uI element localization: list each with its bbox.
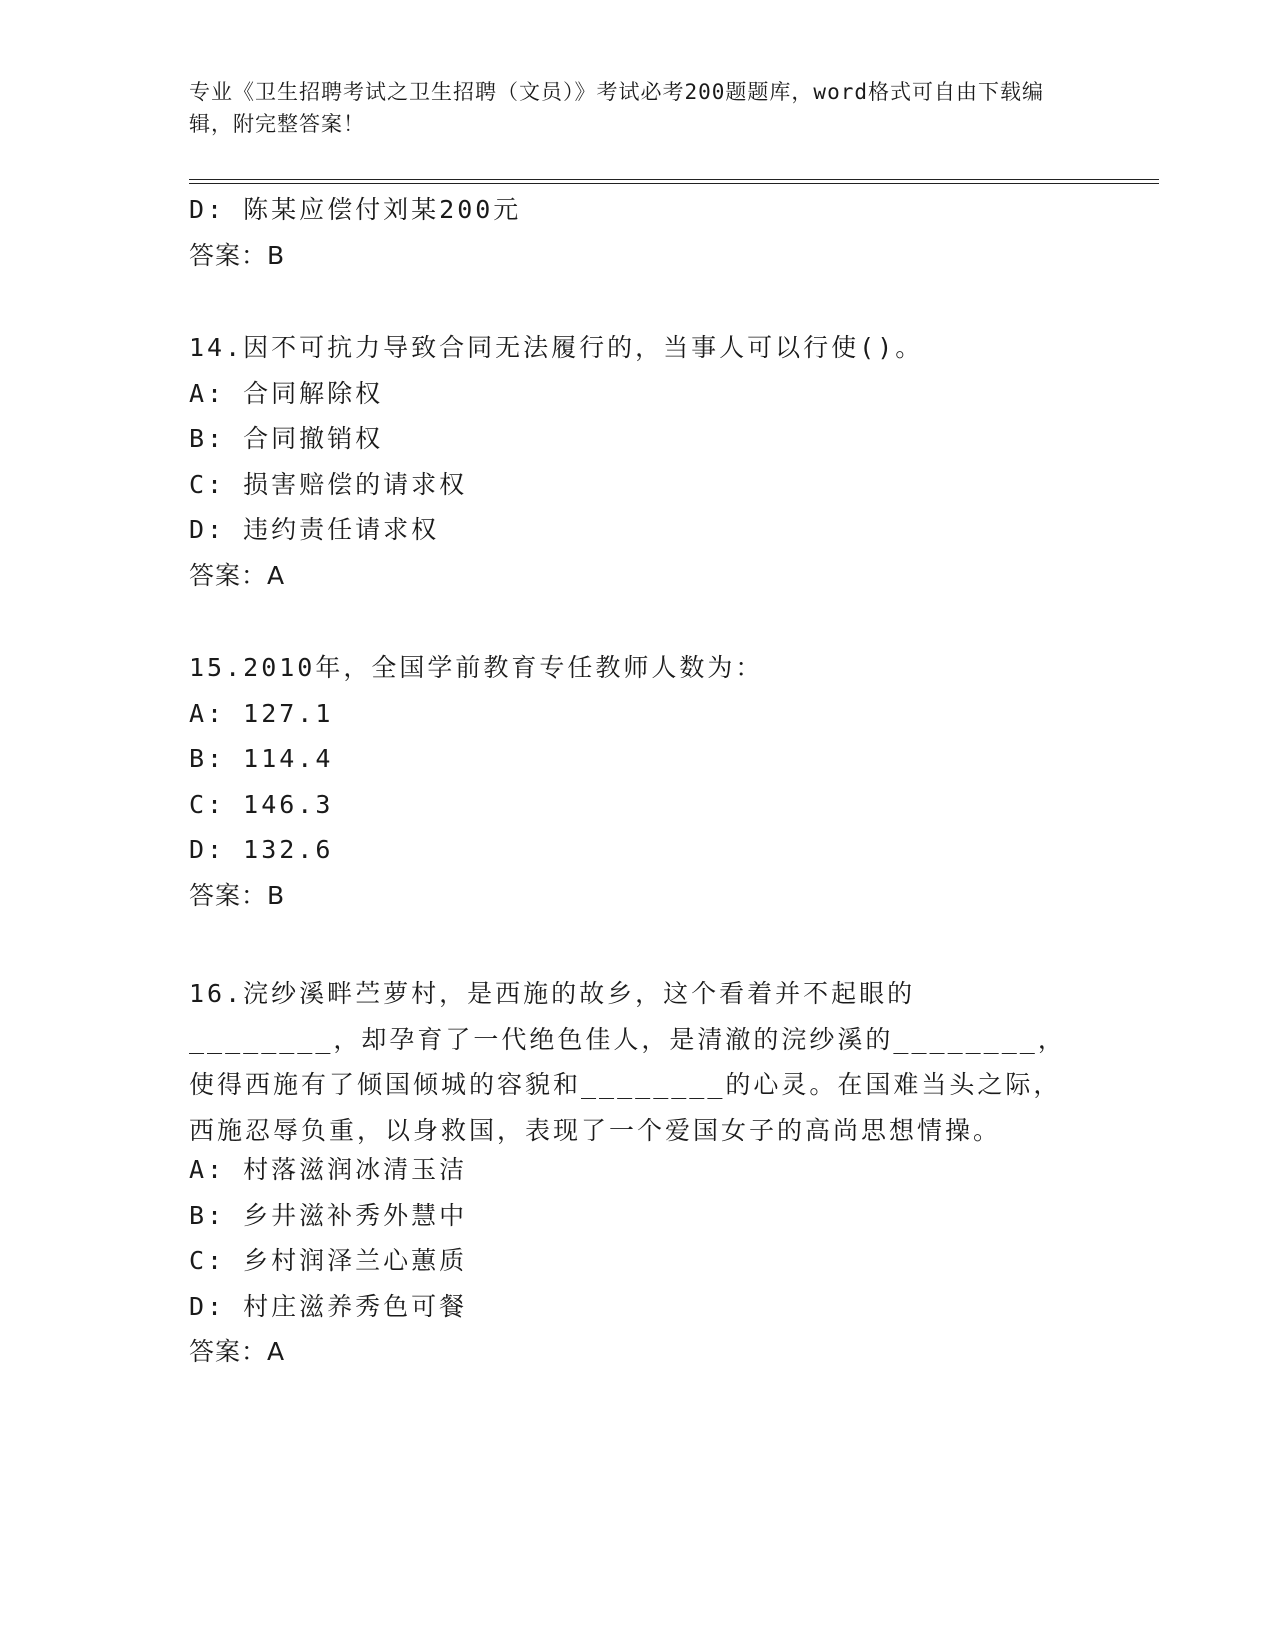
header-divider-top: [189, 179, 1159, 180]
spacer: [189, 604, 1069, 651]
header-divider-bottom: [189, 183, 1159, 184]
option-d: D: 陈某应偿付刘某200元: [189, 195, 522, 224]
option-c: C: 乡村润泽兰心蕙质: [189, 1246, 468, 1275]
header-text: 专业《卫生招聘考试之卫生招聘（文员）》考试必考200题题库，word格式可自由下载编辑，附完整答案！: [189, 80, 1044, 136]
spacer: [189, 924, 1069, 971]
answer: 答案：B: [189, 240, 286, 270]
option-d: D: 132.6: [189, 835, 334, 864]
question-14: [189, 331, 1069, 593]
question-13-tail: [189, 193, 1069, 273]
option-b: B: 合同撤销权: [189, 424, 384, 453]
document-header: [189, 76, 1069, 140]
option-a: A: 村落滋润冰清玉洁: [189, 1155, 468, 1184]
question-list: [189, 193, 1069, 1381]
question-stem: 15.2010年，全国学前教育专任教师人数为：: [189, 653, 764, 682]
question-16: [189, 971, 1069, 1369]
question-stem: 14.因不可抗力导致合同无法履行的，当事人可以行使()。: [189, 333, 924, 362]
option-a: A: 合同解除权: [189, 378, 384, 408]
option-d: D: 违约责任请求权: [189, 515, 440, 544]
option-b: B: 乡井滋补秀外慧中: [189, 1200, 468, 1230]
answer: 答案：A: [189, 560, 286, 590]
answer: 答案：A: [189, 1337, 286, 1366]
question-stem: 16.浣纱溪畔苎萝村，是西施的故乡，这个看着并不起眼的________，却孕育了一代绝色佳人，是清澈的浣纱溪的________，使得西施有了倾国倾城的容貌和________的心灵。在国难当头之际，西施忍辱负重，以身救国，表现了一个爱国女子的高尚思想情操。: [189, 979, 1066, 1145]
option-b: B: 114.4: [189, 744, 334, 773]
question-15: [189, 651, 1069, 913]
option-d: D: 村庄滋养秀色可餐: [189, 1291, 468, 1321]
option-c: C: 损害赔偿的请求权: [189, 469, 468, 499]
option-a: A: 127.1: [189, 698, 334, 728]
spacer: [189, 284, 1069, 331]
option-c: C: 146.3: [189, 789, 334, 819]
answer: 答案：B: [189, 880, 286, 910]
